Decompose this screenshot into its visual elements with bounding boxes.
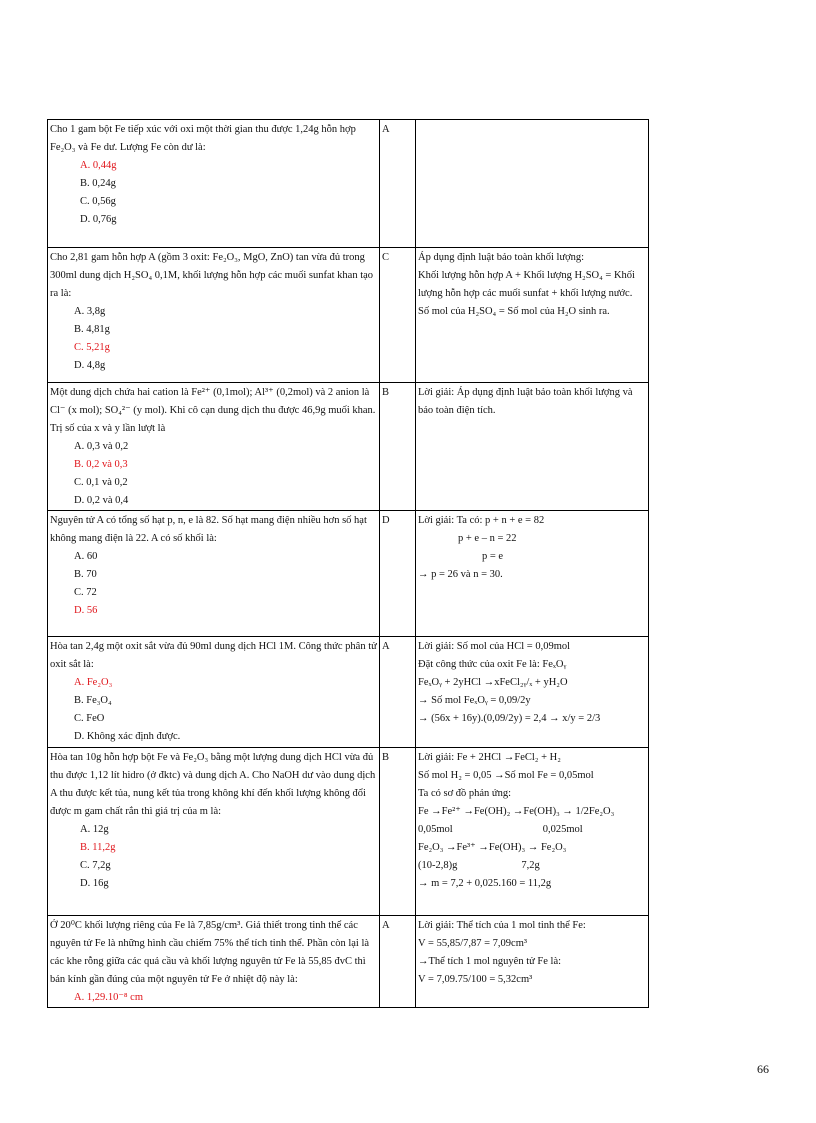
solution-line: Lời giải: Thể tích của 1 mol tinh thể Fe: [418, 920, 586, 931]
solution-line: V = 55,85/7,87 = 7,09cm³ [418, 938, 528, 949]
option: A. 0,3 và 0,2 [74, 441, 129, 452]
solution-line: p = e [482, 551, 504, 562]
solution-cell [416, 637, 649, 748]
arrow-icon: → [527, 842, 539, 853]
answer-cell: D [380, 511, 416, 637]
solution-line: → Số mol FeₓOᵧ = 0,09/2y [418, 695, 531, 706]
question-cell [48, 120, 380, 248]
option: B. Fe₃O₄ [74, 695, 112, 706]
question-stem: Nguyên tử A có tổng số hạt p, n, e là 82. Số hạt mang điện nhiều hơn số hạt không mang điện là 22. A có số khối là: [50, 515, 367, 544]
solution-line: → p = 26 và n = 30. [418, 569, 503, 580]
solution-line: Lời giải: Số mol của HCl = 0,09mol [418, 641, 571, 652]
question-cell [48, 916, 380, 1008]
solution-line: Số mol H₂ = 0,05 →Số mol Fe = 0,05mol [418, 770, 594, 781]
solution-line: 0,05mol 0,025mol [418, 824, 583, 835]
question-stem: Hòa tan 2,4g một oxit sắt vừa đủ 90ml dung dịch HCl 1M. Công thức phân tử oxit sắt là: [50, 641, 377, 670]
question-row-6 [48, 748, 649, 916]
arrow-icon: → [446, 842, 457, 853]
option: D. Không xác định được. [74, 731, 181, 742]
question-stem: Hòa tan 10g hỗn hợp bột Fe và Fe₂O₃ bằng một lượng dung dịch HCl vừa đủ thu được 1,12 lít hidro (ở đktc) và dung dịch A. Cho NaOH dư vào dung dịch A thu được kết tủa, nung kết tủa trong không khí đến khối lượng không đổi được m gam chất rắn thì giá trị của m là: [50, 752, 376, 817]
solution-line: Đặt công thức của oxit Fe là: FeₓOᵧ [418, 659, 567, 670]
arrow-icon: → [494, 770, 505, 781]
question-stem: Cho 1 gam bột Fe tiếp xúc với oxi một thời gian thu được 1,24g hỗn hợp Fe₂O₃ và Fe dư. Lượng Fe còn dư là: [50, 124, 356, 153]
arrow-icon: → [562, 806, 573, 817]
answer-cell: C [380, 248, 416, 383]
arrow-icon: → [418, 878, 429, 889]
arrow-icon: → [478, 842, 489, 853]
arrow-icon: → [512, 806, 524, 817]
option: C. 0,1 và 0,2 [74, 477, 128, 488]
question-cell [48, 383, 380, 511]
solution-cell [416, 383, 649, 511]
question-stem: Cho 2,81 gam hỗn hợp A (gồm 3 oxit: Fe₂O₃, MgO, ZnO) tan vừa đủ trong 300ml dung dịch H₂SO₄ 0,1M, khối lượng hỗn hợp các muối sunfat khan tạo ra là: [50, 252, 374, 299]
solution-line: → (56x + 16y).(0,09/2y) = 2,4 → x/y = 2/3 [418, 713, 601, 724]
arrow-icon: → [418, 713, 429, 724]
option-correct: D. 56 [74, 605, 98, 616]
arrow-icon: → [549, 713, 560, 724]
solution-cell [416, 916, 649, 1008]
option-correct: B. 0,2 và 0,3 [74, 459, 128, 470]
answer-cell: A [380, 637, 416, 748]
question-row-4 [48, 511, 649, 637]
arrow-icon: → [418, 569, 429, 580]
solution-cell [416, 248, 649, 383]
solution-line: Fe →Fe²⁺ →Fe(OH)₂ →Fe(OH)₃ → 1/2Fe₂O₃ [418, 806, 615, 817]
solution-line: Lời giải: Ta có: p + n + e = 82 [418, 515, 545, 526]
solution-line: V = 7,09.75/100 = 5,32cm³ [418, 974, 533, 985]
solution-line: (10-2,8)g 7,2g [418, 860, 540, 871]
answer-cell: B [380, 383, 416, 511]
option: B. 0,24g [80, 178, 116, 189]
solution-line: p + e – n = 22 [458, 533, 517, 544]
solution-cell [416, 511, 649, 637]
option: D. 16g [80, 878, 109, 889]
arrow-icon: → [418, 695, 429, 706]
question-row-3 [48, 383, 649, 511]
question-stem: Một dung dịch chứa hai cation là Fe²⁺ (0,1mol); Al³⁺ (0,2mol) và 2 anion là Cl⁻ (x mol); SO₄²⁻ (y mol). Khi cô cạn dung dịch thu được 46,9g muối khan. Trị số của x và y lần lượt là [50, 387, 376, 434]
option: B. 4,81g [74, 324, 110, 335]
arrow-icon: → [463, 806, 474, 817]
option-correct: C. 5,21g [74, 342, 110, 353]
option: D. 0,76g [80, 214, 117, 225]
question-stem: Ở 20⁰C khối lượng riêng của Fe là 7,85g/cm³. Giả thiết trong tinh thể các nguyên tử Fe là những hình cầu chiếm 75% thể tích tinh thể. Phần còn lại là các khe rỗng giữa các quả cầu và khối lượng nguyên tử Fe là 55,85 đvC thì bán kính gần đúng của một nguyên tử Fe ở nhiệt độ này là: [50, 920, 370, 985]
option: A. 60 [74, 551, 98, 562]
arrow-icon: → [418, 956, 429, 967]
arrow-icon: → [431, 806, 442, 817]
arrow-icon: → [503, 752, 515, 763]
answer-cell: B [380, 748, 416, 916]
solution-line: →Thể tích 1 mol nguyên tử Fe là: [418, 956, 562, 967]
option: C. FeO [74, 713, 105, 724]
answer-cell: A [380, 120, 416, 248]
solution-line: Lời giải: Fe + 2HCl →FeCl₂ + H₂ [418, 752, 561, 763]
question-row-7 [48, 916, 649, 1008]
question-cell [48, 248, 380, 383]
question-cell [48, 511, 380, 637]
solution-line: → m = 7,2 + 0,025.160 = 11,2g [418, 878, 552, 889]
question-cell [48, 637, 380, 748]
option: B. 70 [74, 569, 97, 580]
answer-cell: A [380, 916, 416, 1008]
solution-line: Lời giải: Áp dụng định luật bảo toàn khối lượng và bảo toàn điện tích. [418, 387, 633, 416]
option-correct: A. 0,44g [80, 160, 117, 171]
solution-line: Khối lượng hỗn hợp A + Khối lượng H₂SO₄ = Khối lượng hỗn hợp các muối sunfat + khối lượng nước. [418, 270, 635, 299]
question-table [47, 119, 649, 1008]
option: A. 12g [80, 824, 109, 835]
solution-line: Fe₂O₃ →Fe³⁺ →Fe(OH)₃ → Fe₂O₃ [418, 842, 567, 853]
question-row-1 [48, 120, 649, 248]
solution-line: Áp dụng định luật bảo toàn khối lượng: [418, 252, 585, 263]
solution-line: Ta có sơ đồ phản ứng: [418, 788, 512, 799]
option: C. 72 [74, 587, 97, 598]
option: A. 3,8g [74, 306, 106, 317]
arrow-icon: → [483, 677, 495, 688]
question-row-2 [48, 248, 649, 383]
page-number: 66 [757, 1062, 769, 1076]
question-cell [48, 748, 380, 916]
solution-cell [416, 748, 649, 916]
option: D. 0,2 và 0,4 [74, 495, 129, 506]
solution-line: FeₓOᵧ + 2yHCl →xFeCl₂ᵧ/ₓ + yH₂O [418, 677, 568, 688]
option: D. 4,8g [74, 360, 106, 371]
option-correct: A. 1,29.10⁻⁸ cm [74, 992, 143, 1003]
option: C. 7,2g [80, 860, 111, 871]
solution-line: Số mol của H₂SO₄ = Số mol của H₂O sinh ra. [418, 306, 610, 317]
option-correct: B. 11,2g [80, 842, 116, 853]
option: C. 0,56g [80, 196, 116, 207]
option-correct: A. Fe₂O₃ [74, 677, 113, 688]
solution-cell [416, 120, 649, 248]
question-row-5 [48, 637, 649, 748]
